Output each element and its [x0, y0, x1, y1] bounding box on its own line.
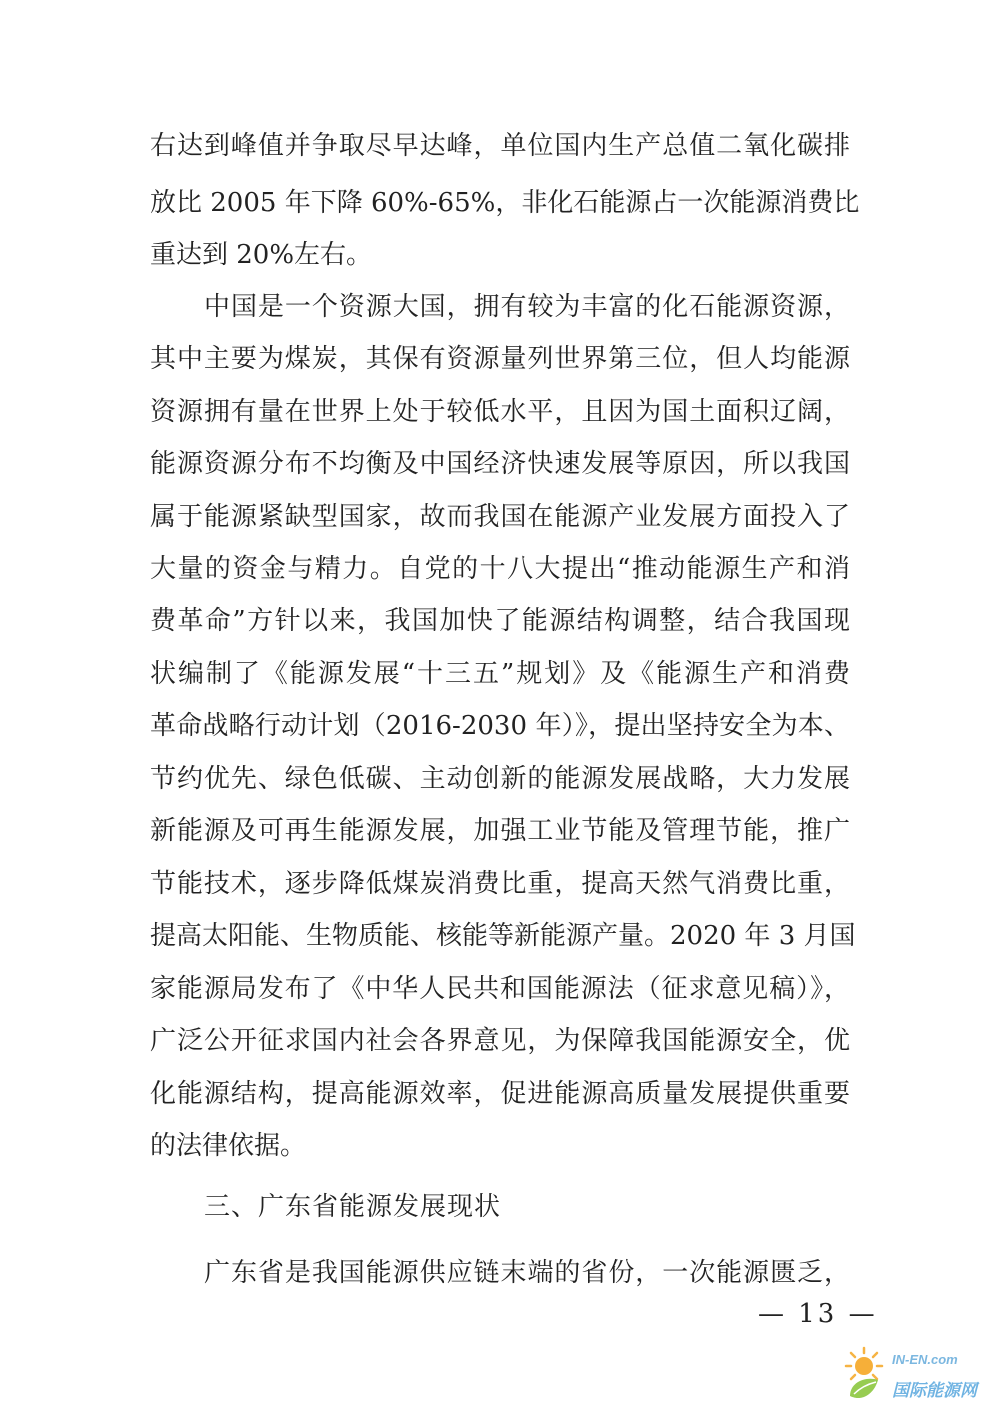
text-line: 能源资源分布不均衡及中国经济快速发展等原因，所以我国: [150, 449, 850, 479]
text-line: 大量的资金与精力。自党的十八大提出“推动能源生产和消: [150, 554, 850, 584]
page-number: — 13 —: [758, 1299, 878, 1329]
text-line: 广泛公开征求国内社会各界意见，为保障我国能源安全，优: [150, 1026, 850, 1056]
text-line: 革命战略行动计划（2016-2030 年）》，提出坚持安全为本、: [150, 711, 850, 741]
text-line: 家能源局发布了《中华人民共和国能源法（征求意见稿）》，: [150, 974, 850, 1004]
text-line: 资源拥有量在世界上处于较低水平，且因为国土面积辽阔，: [150, 397, 850, 427]
text-line: 提高太阳能、生物质能、核能等新能源产量。2020 年 3 月国: [150, 921, 856, 951]
sun-leaf-logo-icon: [840, 1344, 896, 1406]
text-line: 右达到峰值并争取尽早达峰，单位国内生产总值二氧化碳排: [150, 131, 850, 161]
watermark-name: 国际能源网: [892, 1381, 977, 1401]
text-line: 属于能源紧缺型国家，故而我国在能源产业发展方面投入了: [150, 502, 850, 532]
text-line: 节约优先、绿色低碳、主动创新的能源发展战略，大力发展: [150, 764, 850, 794]
watermark-domain: IN-EN.com: [892, 1352, 958, 1367]
text-line: 化能源结构，提高能源效率，促进能源高质量发展提供重要: [150, 1079, 850, 1109]
text-line: 其中主要为煤炭，其保有资源量列世界第三位，但人均能源: [150, 344, 850, 374]
text-line: 放比 2005 年下降 60%-65%，非化石能源占一次能源消费比: [150, 188, 860, 218]
section-heading: 三、广东省能源发展现状: [204, 1192, 502, 1222]
text-line: 中国是一个资源大国，拥有较为丰富的化石能源资源，: [204, 292, 850, 322]
text-line: 节能技术，逐步降低煤炭消费比重，提高天然气消费比重，: [150, 869, 850, 899]
text-line: 新能源及可再生能源发展，加强工业节能及管理节能，推广: [150, 816, 850, 846]
watermark: [840, 1344, 990, 1406]
text-line: 费革命”方针以来，我国加快了能源结构调整，结合我国现: [150, 606, 850, 636]
text-line: 广东省是我国能源供应链末端的省份，一次能源匮乏，: [204, 1258, 850, 1288]
text-line: 重达到 20%左右。: [150, 240, 373, 270]
text-line: 的法律依据。: [150, 1131, 307, 1161]
text-line: 状编制了《能源发展“十三五”规划》及《能源生产和消费: [150, 659, 850, 689]
